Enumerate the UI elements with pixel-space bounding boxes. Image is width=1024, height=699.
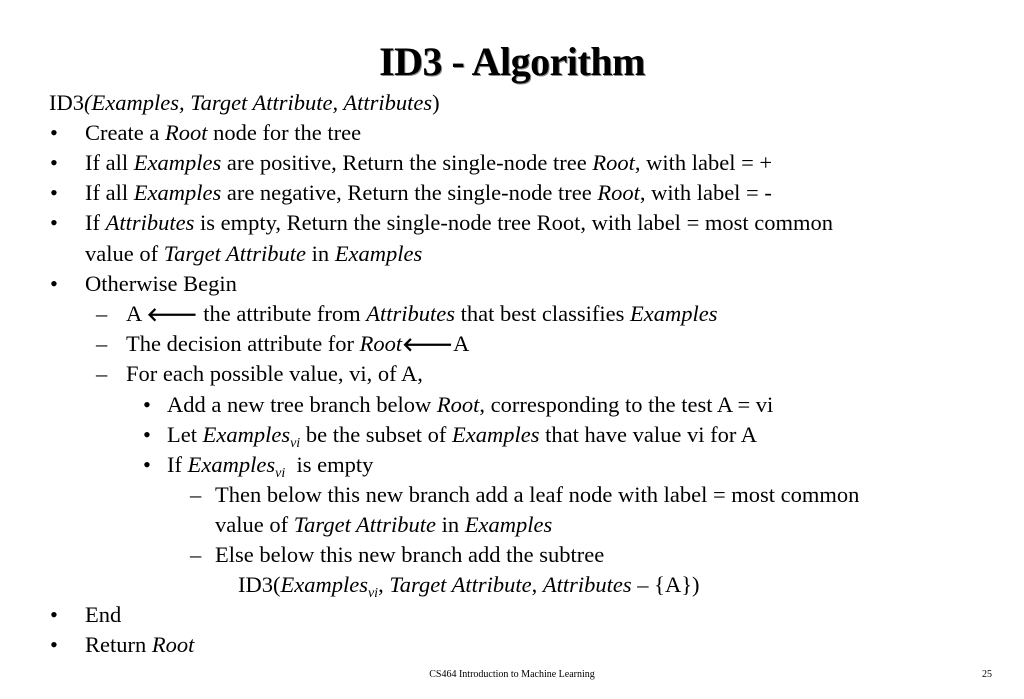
dash-marker: – <box>96 301 108 326</box>
bullet-marker: • <box>50 150 58 175</box>
bullet-create-root: Create a Root node for the tree <box>85 120 362 145</box>
bullet-marker: • <box>50 180 58 205</box>
sub-best-attribute: A 🡐 the attribute from Attributes that best classifies Examples <box>126 301 718 326</box>
recursive-call: ID3(Examples$_{vi}$, Target Attribute, Attributes – {A}) <box>238 572 700 601</box>
dash-marker: – <box>96 331 108 356</box>
sub-let-examples: Let Examples$_{vi}$ be the subset of Examples that have value vi for A <box>167 422 757 451</box>
slide-title: ID3 - Algorithm <box>379 39 645 84</box>
algorithm-signature: ID3(Examples, Target Attribute, Attributes) <box>49 90 440 115</box>
dash-marker: – <box>190 542 202 567</box>
footer-course: CS464 Introduction to Machine Learning <box>429 669 595 680</box>
bullet-attributes-empty-cont: value of Target Attribute in Examples <box>85 241 423 266</box>
sub-add-branch: Add a new tree branch below Root, corresponding to the test A = vi <box>167 392 774 417</box>
bullet-all-positive: If all Examples are positive, Return the single-node tree Root, with label = + <box>85 150 773 175</box>
left-arrow-icon: 🡐 <box>146 304 198 326</box>
slide-number: 25 <box>982 669 992 680</box>
dash-marker: – <box>190 482 202 507</box>
left-arrow-icon: 🡐 <box>402 334 454 356</box>
bullet-end: End <box>85 602 122 627</box>
sub-for-each-value: For each possible value, vi, of A, <box>126 361 423 386</box>
bullet-attributes-empty: If Attributes is empty, Return the single-node tree Root, with label = most common <box>85 210 833 235</box>
bullet-marker: • <box>50 120 58 145</box>
sub-else-subtree: Else below this new branch add the subtree <box>215 542 605 567</box>
bullet-marker: • <box>50 602 58 627</box>
sub-decision-attribute: The decision attribute for Root🡐A <box>126 331 470 356</box>
bullet-marker: • <box>143 452 151 477</box>
sub-then-leaf-cont: value of Target Attribute in Examples <box>215 512 553 537</box>
bullet-marker: • <box>50 210 58 235</box>
sub-if-empty: If Examples$_{vi}$ is empty <box>167 452 374 481</box>
dash-marker: – <box>96 361 108 386</box>
bullet-marker: • <box>50 632 58 657</box>
bullet-marker: • <box>50 271 58 296</box>
bullet-marker: • <box>143 422 151 447</box>
bullet-return-root: Return Root <box>85 632 195 657</box>
bullet-all-negative: If all Examples are negative, Return the single-node tree Root, with label = - <box>85 180 772 205</box>
bullet-otherwise-begin: Otherwise Begin <box>85 271 237 296</box>
bullet-marker: • <box>143 392 151 417</box>
sub-then-leaf: Then below this new branch add a leaf node with label = most common <box>215 482 860 507</box>
